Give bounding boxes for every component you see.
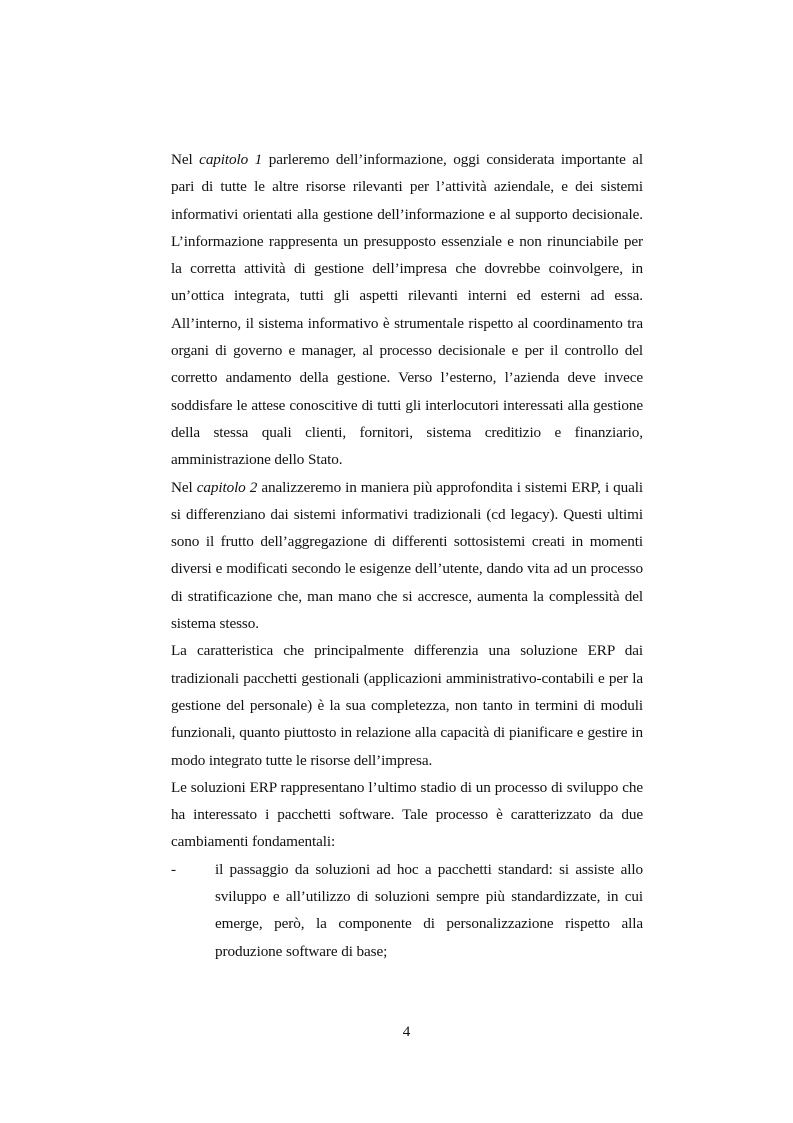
paragraph-text: analizzeremo in maniera più approfondita i sistemi ERP, i quali si differenziano dai sistemi informativi tradizionali (cd legacy). Questi ultimi sono il frutto dell’aggregazione di differenti sottosistemi creati in momenti diversi e modificati secondo le esigenze dell’utente, dando vita ad un processo di stratificazione che, man mano che si accresce, aumenta la complessità del sistema stesso. — [171, 478, 644, 633]
list-item-text: il passaggio da soluzioni ad hoc a pacchetti standard: si assiste allo sviluppo e all’utilizzo di soluzioni sempre più standardizzate, in cui emerge, però, la componente di personalizzazione rispetto alla produzione software di base; — [215, 860, 643, 960]
paragraph-capitolo-1 — [171, 146, 643, 474]
list-item — [171, 856, 643, 965]
paragraph-prefix: Nel — [171, 151, 200, 168]
document-body — [171, 146, 643, 965]
page-number: 4 — [402, 1023, 411, 1040]
list-marker: - — [171, 860, 176, 878]
paragraph-soluzioni-erp: Le soluzioni ERP rappresentano l’ultimo stadio di un processo di sviluppo che ha interessato i pacchetti software. Tale processo è caratterizzato da due cambiamenti fondamentali: — [171, 778, 643, 851]
paragraph-capitolo-2 — [171, 474, 643, 638]
chapter-reference: capitolo 1 — [199, 151, 263, 168]
paragraph-prefix: Nel — [171, 478, 197, 496]
paragraph-text: parleremo dell’informazione, oggi considerata importante al pari di tutte le altre risorse rilevanti per l’attività aziendale, e dei sistemi informativi orientati alla gestione dell’informazione e al supporto decisionale. L’informazione rappresenta un presupposto essenziale e non rinunciabile per la corretta attività di gestione dell’impresa che dovrebbe coinvolgere, in un’ottica integrata, tutti gli aspetti rilevanti interni ed esterni ad essa. All’interno, il sistema informativo è strumentale rispetto al coordinamento tra organi di governo e manager, al processo decisionale e per il controllo del corretto andamento della gestione. Verso l’esterno, l’azienda deve invece soddisfare le attese conoscitive di tutti gli interlocutori interessati alla gestione della stessa quali clienti, fornitori, sistema creditizio e finanziario, amministrazione dello Stato. — [171, 151, 644, 469]
chapter-reference: capitolo 2 — [196, 478, 258, 496]
paragraph-caratteristica: La caratteristica che principalmente differenzia una soluzione ERP dai tradizionali pacchetti gestionali (applicazioni amministrativo-contabili e per la gestione del personale) è la sua completezza, non tanto in termini di moduli funzionali, quanto piuttosto in relazione alla capacità di pianificare e gestire in modo integrato tutte le risorse dell’impresa. — [171, 642, 643, 769]
